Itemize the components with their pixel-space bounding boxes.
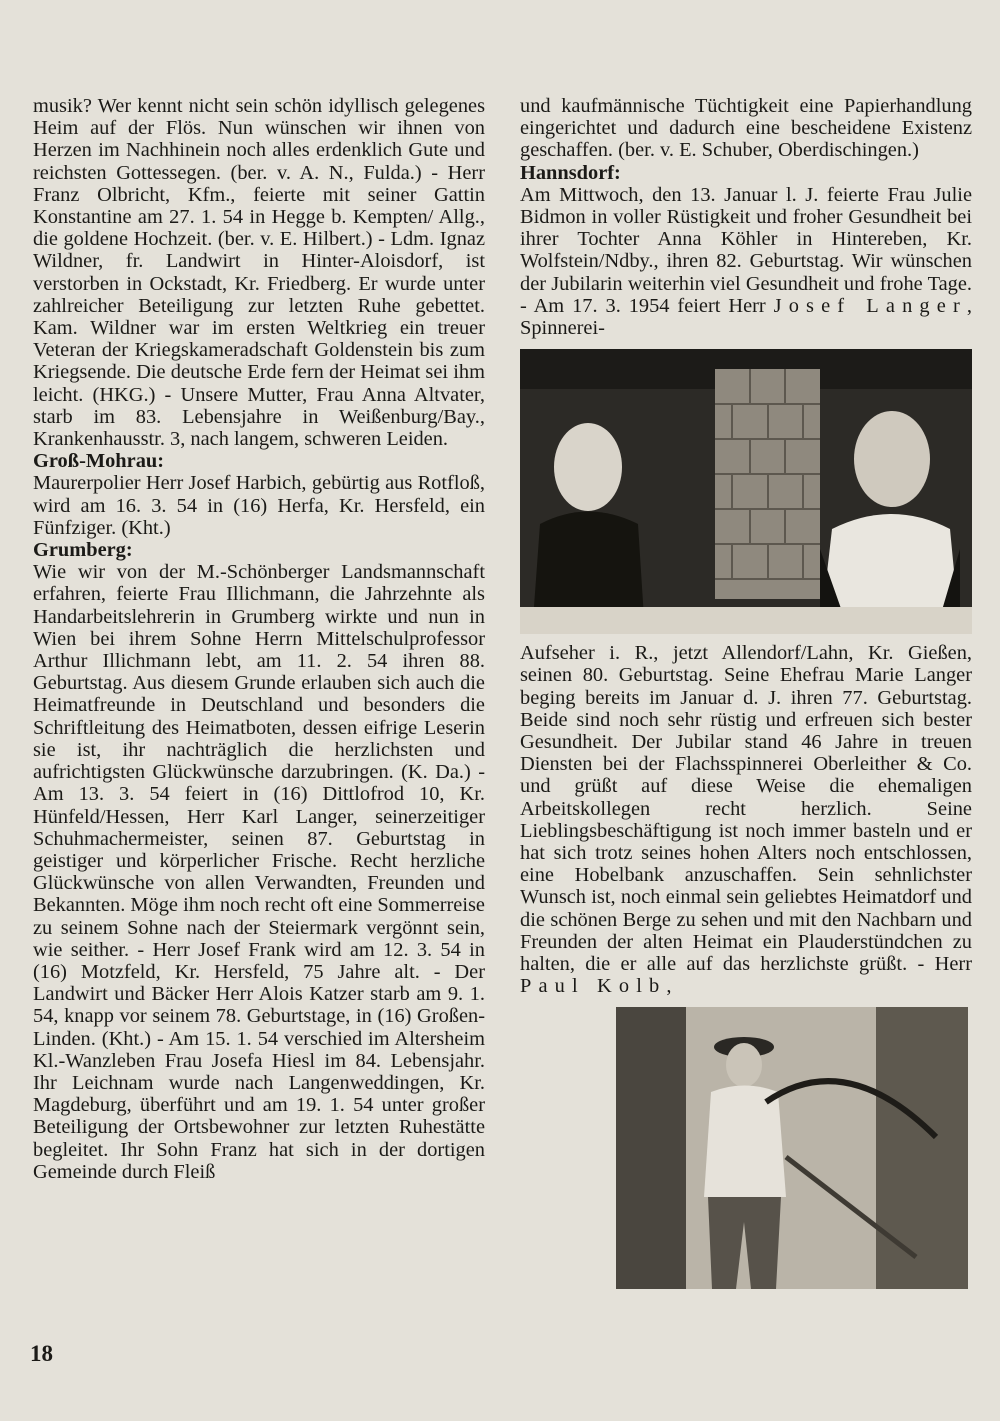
left-paragraph-3: Wie wir von der M.-Schönberger Landsmannschaft erfahren, feierte Frau Illichmann, die Jahrzehnte als Handarbeitslehrerin in Grumberg wirkte und nun in Wien bei ihrem Sohne Herrn Mittelschulprofessor Arthur Illichmann lebt, am 11. 2. 54 ihren 88. Geburtstag. Aus diesem Grunde erlauben sich auch die Heimatfreunde in Deutschland und besonders die Schriftleitung des Heimatboten, dessen eifrige Leserin sie ist, ihr nachträglich die herzlichsten und aufrichtigsten Glückwünsche darzubringen. (K. Da.) - Am 13. 3. 54 feiert in (16) Dittlofrod 10, Kr. Hünfeld/Hessen, Herr Karl Langer, seinerzeitiger Schuhmachermeister, seinen 87. Geburtstag in geistiger und körperlicher Frische. Recht herzliche Glückwünsche von allen Verwandten, Freunden und Bekannten. Möge ihm noch recht oft eine Sommerreise zu seinem Sohne nach der Steiermark vergönnt sein, wie seither. - Herr Josef Frank wird am 12. 3. 54 in (16) Motzfeld, Kr. Hersfeld, 75 Jahre alt. - Der Landwirt und Bäcker Herr Alois Katzer starb am 9. 1. 54, knapp vor seinem 78. Geburtstage, in (16) Großen-Linden. (Kht.) - Am 15. 1. 54 verschied im Altersheim Kl.-Wanzleben Frau Josefa Hiesl im 84. Lebensjahr. Ihr Leichnam wurde nach Langenweddingen, Kr. Magdeburg, überführt und am 19. 1. 54 unter großer Beteiligung der Ortsbewohner zur letzten Ruhestätte begleitet. Ihr Sohn Franz hat sich in der dortigen Gemeinde durch Fleiß	[33, 561, 485, 1183]
left-paragraph-2: Maurerpolier Herr Josef Harbich, gebürtig aus Rotfloß, wird am 16. 3. 54 in (16) Herfa, Kr. Hersfeld, ein Fünfziger. (Kht.)	[33, 472, 485, 539]
heading-hannsdorf: Hannsdorf:	[520, 161, 621, 184]
name-josef-langer: Josef Langer	[773, 294, 967, 317]
right-paragraph-3-end: ,	[666, 975, 672, 998]
right-column	[520, 95, 972, 1289]
right-paragraph-1: und kaufmännische Tüchtigkeit eine Papierhandlung eingerichtet und dadurch eine bescheidene Existenz geschaffen. (ber. v. E. Schuber, Oberdischingen.)	[520, 95, 972, 162]
right-paragraph-2-end: , Spinnerei-	[520, 294, 972, 340]
right-paragraph-2-text: Am Mittwoch, den 13. Januar l. J. feierte Frau Julie Bidmon in voller Rüstigkeit und froher Gesundheit bei ihrer Tochter Anna Köhler in Hintereben, Kr. Wolfstein/Ndby., ihren 82. Geburtstag. Wir wünschen der Jubilarin weiterhin viel Gesundheit und frohe Tage. - Am 17. 3. 1954 feiert Herr	[520, 183, 972, 317]
page-number: 18	[30, 1341, 53, 1366]
heading-gross-mohrau: Groß-Mohrau:	[33, 450, 165, 473]
name-paul-kolb: Paul Kolb	[520, 975, 667, 998]
photo-couple	[520, 349, 972, 634]
photo-man-with-scythe	[616, 1007, 968, 1289]
heading-grumberg: Grumberg:	[33, 539, 133, 562]
left-paragraph-1: musik? Wer kennt nicht sein schön idyllisch gelegenes Heim auf der Flös. Nun wünschen wir ihnen von Herzen im Nachhinein noch alles erdenklich Gute und reichsten Gottessegen. (ber. v. A. N., Fulda.) - Herr Franz Olbricht, Kfm., feierte mit seiner Gattin Konstantine am 27. 1. 54 in Hegge b. Kempten/ Allg., die goldene Hochzeit. (ber. v. E. Hilbert.) - Ldm. Ignaz Wildner, fr. Landwirt in Hinter-Aloisdorf, ist verstorben in Ockstadt, Kr. Friedberg. Er wurde unter zahlreicher Beteiligung zur letzten Ruhe gebettet. Kam. Wildner war im ersten Weltkrieg ein treuer Veteran der Kriegskameradschaft Goldenstein bis zum Kriegsende. Die deutsche Erde fern der Heimat sei ihm leicht. (HKG.) - Unsere Mutter, Frau Anna Altvater, starb im 83. Lebensjahre in Weißenburg/Bay., Krankenhausstr. 3, nach langem, schweren Leiden.	[33, 95, 485, 451]
left-column	[33, 95, 485, 1183]
right-paragraph-2	[520, 184, 972, 339]
right-paragraph-3-text: Aufseher i. R., jetzt Allendorf/Lahn, Kr. Gießen, seinen 80. Geburtstag. Seine Ehefrau Marie Langer beging bereits im Januar d. J. ihren 77. Geburtstag. Beide sind noch sehr rüstig und erfreuen sich bester Gesundheit. Der Jubilar stand 46 Jahre in treuen Diensten bei der Flachsspinnerei Oberleither & Co. und grüßt auf diese Weise die ehemaligen Arbeitskollegen recht herzlich. Seine Lieblingsbeschäftigung ist noch immer basteln und er hat sich trotz seines hohen Alters noch entschlossen, eine Hobelbank anzuschaffen. Sein sehnlichster Wunsch ist, noch einmal sein geliebtes Heimatdorf und die schönen Berge zu sehen und mit den Nachbarn und Freunden der alten Heimat ein Plauderstündchen zu halten, die er alle auf das herzlichste grüßt. - Herr	[520, 642, 972, 976]
right-paragraph-3	[520, 642, 972, 997]
